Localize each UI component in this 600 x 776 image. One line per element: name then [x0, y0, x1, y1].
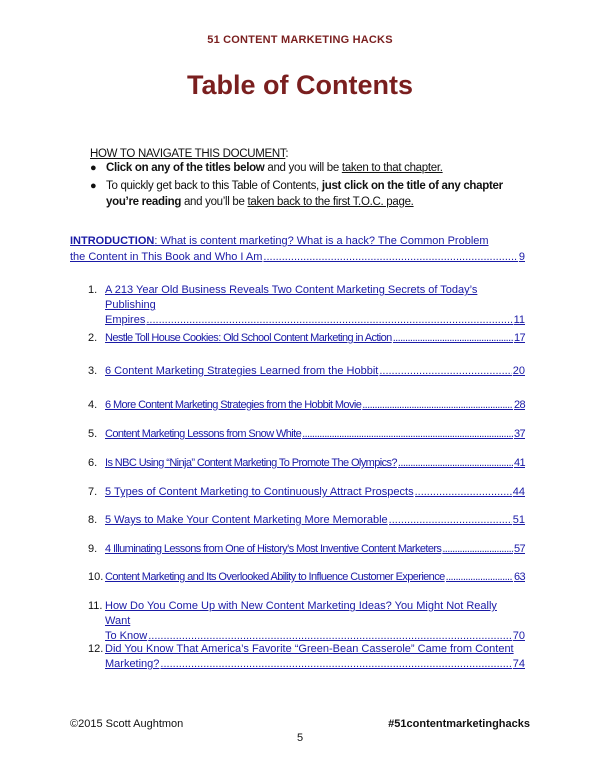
toc-entry-8[interactable] — [88, 513, 525, 528]
dot-leader — [393, 331, 513, 346]
dot-leader — [398, 456, 513, 471]
toc-entry-line[interactable] — [105, 427, 525, 442]
toc-entry-6[interactable] — [88, 456, 525, 471]
introduction-page-number[interactable]: 9 — [518, 251, 525, 263]
toc-entry-10[interactable] — [88, 570, 525, 585]
toc-entry-12[interactable] — [88, 642, 525, 672]
toc-entry-line[interactable] — [105, 398, 525, 413]
toc-entry-title[interactable]: 6 More Content Marketing Strategies from the Hobbit Movie — [105, 399, 362, 411]
dot-leader — [379, 364, 511, 379]
toc-entry-line[interactable] — [105, 570, 525, 585]
toc-entry-line[interactable] — [105, 513, 525, 528]
toc-entry-number: 6. — [88, 457, 98, 469]
toc-entry-number: 10. — [88, 571, 104, 583]
toc-entry-page[interactable]: 17 — [513, 332, 525, 344]
toc-entry-title[interactable]: 4 Illuminating Lessons from One of History’s Most Inventive Content Marketers — [105, 543, 442, 555]
navigation-instructions — [90, 148, 530, 212]
toc-entry-page[interactable]: 57 — [513, 543, 525, 555]
toc-entry-title[interactable]: 5 Types of Content Marketing to Continuously Attract Prospects — [105, 486, 414, 498]
toc-entry-page[interactable]: 37 — [513, 428, 525, 440]
toc-entry-title[interactable]: 5 Ways to Make Your Content Marketing More Memorable — [105, 514, 388, 526]
toc-entry-number: 5. — [88, 428, 98, 440]
introduction-line-2[interactable] — [70, 249, 525, 265]
dot-leader — [160, 657, 511, 672]
toc-entry-title[interactable]: Content Marketing and Its Overlooked Ability to Influence Customer Experience — [105, 571, 445, 583]
navigation-heading: HOW TO NAVIGATE THIS DOCUMENT — [90, 148, 286, 160]
introduction-line-1[interactable] — [70, 233, 525, 249]
toc-entry-line[interactable] — [105, 485, 525, 500]
toc-entry-title-end[interactable]: To Know — [105, 630, 148, 642]
introduction-label[interactable]: INTRODUCTION — [70, 235, 155, 247]
toc-entry-title[interactable]: How Do You Come Up with New Content Marketing Ideas? You Might Not Really Want — [105, 600, 497, 627]
toc-entry-title[interactable]: 6 Content Marketing Strategies Learned from the Hobbit — [105, 365, 379, 377]
toc-entry-number: 1. — [88, 284, 98, 296]
page-number: 5 — [296, 732, 304, 744]
toc-entry-line[interactable] — [105, 364, 525, 379]
toc-entry-7[interactable] — [88, 485, 525, 500]
running-header: 51 CONTENT MARKETING HACKS — [207, 34, 393, 46]
toc-entry-3[interactable] — [88, 364, 525, 379]
toc-entry-5[interactable] — [88, 427, 525, 442]
dot-leader — [415, 485, 512, 500]
toc-entry-page[interactable]: 11 — [513, 314, 525, 326]
toc-entry-2[interactable] — [88, 331, 525, 346]
toc-entry-title[interactable]: Is NBC Using “Ninja” Content Marketing To Promote The Olympics? — [105, 457, 397, 469]
toc-entry-title-end[interactable]: Empires — [105, 314, 146, 326]
toc-entry-page[interactable]: 63 — [513, 571, 525, 583]
footer-hashtag: #51contentmarketinghacks — [388, 718, 530, 730]
toc-entry-number: 8. — [88, 514, 98, 526]
bullet-icon: ● — [90, 162, 97, 174]
dot-leader — [263, 249, 517, 265]
toc-entry-4[interactable] — [88, 398, 525, 413]
toc-entry-number: 4. — [88, 399, 98, 411]
bullet-1-bold: Click on any of the titles below — [106, 162, 265, 174]
dot-leader — [302, 427, 513, 442]
bullet-2-link-text: taken back to the first T.O.C. page. — [247, 196, 414, 208]
toc-entry-line[interactable] — [105, 331, 525, 346]
toc-entry-title[interactable]: Content Marketing Lessons from Snow White — [105, 428, 302, 440]
bullet-1-link-text: taken to that chapter. — [341, 162, 443, 174]
toc-entry-page[interactable]: 70 — [512, 630, 525, 642]
toc-entry-number: 9. — [88, 543, 98, 555]
toc-entry-title-end[interactable]: Marketing? — [105, 658, 160, 670]
dot-leader — [146, 313, 512, 328]
introduction-title-rest[interactable]: : What is content marketing? What is a hack? The Common Problem — [154, 235, 489, 247]
navigation-bullet-1 — [90, 160, 530, 176]
toc-entry-page[interactable]: 74 — [512, 658, 525, 670]
page-title: Table of Contents — [187, 70, 413, 100]
bullet-2-plain-2: and you’ll be — [181, 196, 248, 208]
toc-entry-11[interactable] — [88, 599, 525, 644]
navigation-heading-colon: : — [285, 148, 289, 160]
toc-entry-page[interactable]: 20 — [512, 365, 525, 377]
dot-leader — [446, 570, 513, 585]
navigation-bullet-2 — [90, 178, 530, 210]
toc-entry-number: 7. — [88, 486, 98, 498]
toc-entry-9[interactable] — [88, 542, 525, 557]
dot-leader — [389, 513, 512, 528]
introduction-title-end[interactable]: the Content in This Book and Who I Am — [70, 251, 263, 263]
navigation-list — [90, 160, 530, 210]
bullet-icon: ● — [90, 180, 97, 192]
dot-leader — [362, 398, 513, 413]
bullet-2-bold: just click on the title of any chapter you’re reading — [106, 180, 503, 208]
toc-entry-number: 2. — [88, 332, 98, 344]
toc-entry-title[interactable]: Nestle Toll House Cookies: Old School Content Marketing in Action — [105, 332, 392, 344]
toc-entry-number: 12. — [88, 643, 104, 655]
dot-leader — [442, 542, 513, 557]
toc-entry-page[interactable]: 28 — [513, 399, 525, 411]
toc-entry-line[interactable] — [105, 542, 525, 557]
toc-entry-number: 3. — [88, 365, 98, 377]
toc-entry-introduction[interactable] — [70, 233, 525, 265]
toc-entry-page[interactable]: 51 — [512, 514, 525, 526]
footer-copyright: ©2015 Scott Aughtmon — [70, 718, 184, 730]
toc-entry-page[interactable]: 44 — [512, 486, 525, 498]
toc-entry-title[interactable]: Did You Know That America’s Favorite “Green-Bean Casserole” Came from Content — [105, 643, 514, 655]
toc-entry-1[interactable] — [88, 283, 525, 328]
toc-entry-line[interactable] — [105, 456, 525, 471]
bullet-1-plain: and you will be — [264, 162, 342, 174]
bullet-2-plain-1: To quickly get back to this Table of Contents, — [106, 180, 322, 192]
toc-entry-continuation[interactable] — [105, 657, 525, 672]
toc-entry-page[interactable]: 41 — [513, 457, 525, 469]
toc-entry-continuation[interactable] — [105, 313, 525, 328]
toc-entry-number: 11. — [88, 600, 103, 612]
toc-entry-title[interactable]: A 213 Year Old Business Reveals Two Content Marketing Secrets of Today’s Publishing — [105, 284, 478, 311]
